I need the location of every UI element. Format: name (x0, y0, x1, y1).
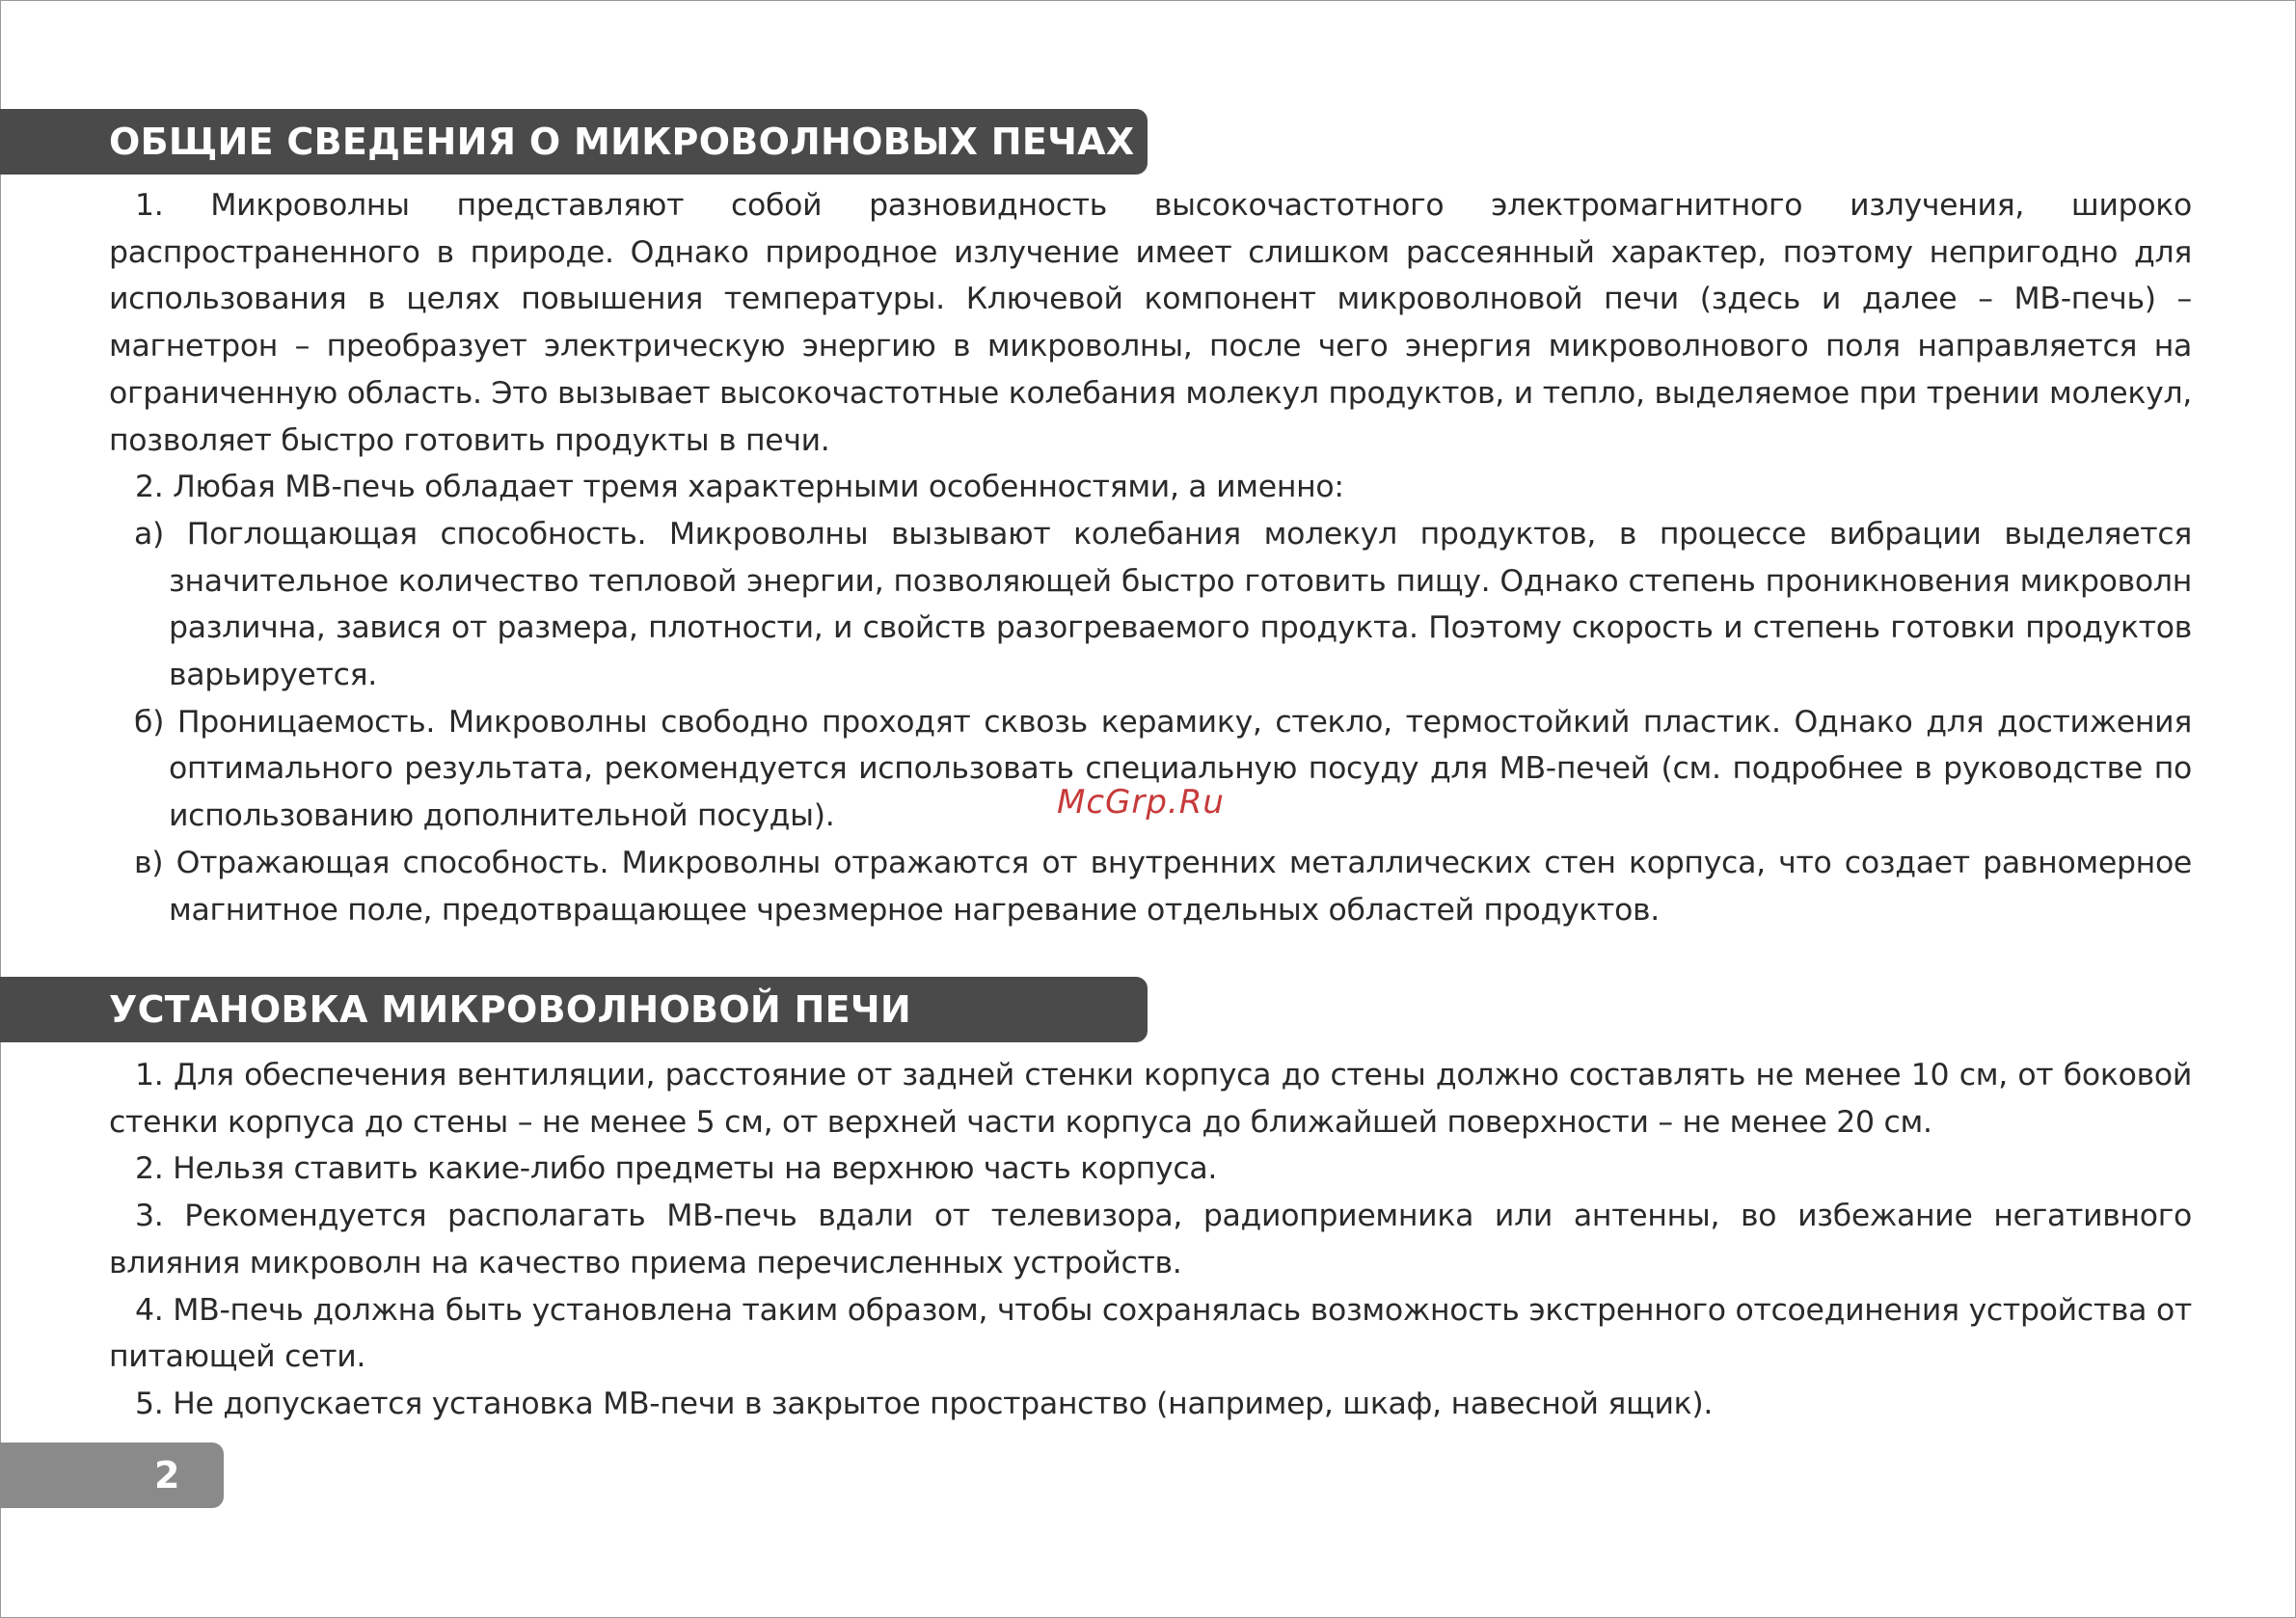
paragraph-1: 1. Для обеспечения вентиляции, расстояние от задней стенки корпуса до стены должно составлять не менее 10 см, от боковой стенки корпуса до стены – не менее 5 см, от верхней части корпуса до ближайшей поверхности – не менее 20 см. (109, 1058, 2192, 1140)
list-item-b: б) Проницаемость. Микроволны свободно проходят сквозь керамику, стекло, термостойкий пластик. Однако для достижения оптимального результата, рекомендуется использовать специальную посуду для МВ-печей (см. подробнее в руководстве по использованию дополнительной посуды). (134, 704, 2192, 834)
section-body-installation (109, 1052, 2192, 1428)
section-title: УСТАНОВКА МИКРОВОЛНОВОЙ ПЕЧИ (109, 988, 912, 1031)
section-header-installation (0, 977, 1148, 1042)
paragraph-5: 5. Не допускается установка МВ-печи в закрытое пространство (например, шкаф, навесной ящик). (135, 1386, 1714, 1421)
paragraph-3: 3. Рекомендуется располагать МВ-печь вдали от телевизора, радиоприемника или антенны, во избежание негативного влияния микроволн на качество приема перечисленных устройств. (109, 1199, 2192, 1281)
paragraph-2: 2. Нельзя ставить какие-либо предметы на верхнюю часть корпуса. (135, 1151, 1218, 1187)
paragraph-4: 4. МВ-печь должна быть установлена таким образом, чтобы сохранялась возможность экстренного отсоединения устройства от питающей сети. (109, 1292, 2192, 1375)
list-item-c: в) Отражающая способность. Микроволны отражаются от внутренних металлических стен корпуса, что создает равномерное магнитное поле, предотвращающее чрезмерное нагревание отдельных областей продуктов. (134, 845, 2192, 928)
section-title: ОБЩИЕ СВЕДЕНИЯ О МИКРОВОЛНОВЫХ ПЕЧАХ (109, 121, 1135, 163)
list-item-a: а) Поглощающая способность. Микроволны вызывают колебания молекул продуктов, в процессе вибрации выделяется значительное количество тепловой энергии, позволяющей быстро готовить пищу. Однако степень проникновения микроволн различна, завися от размера, плотности, и свойств разогреваемого продукта. Поэтому скорость и степень готовки продуктов варьируется. (134, 516, 2192, 693)
paragraph-1: 1. Микроволны представляют собой разновидность высокочастотного электромагнитного излучения, широко распространенного в природе. Однако природное излучение имеет слишком рассеянный характер, поэтому непригодно для использования в целях повышения температуры. Ключевой компонент микроволновой печи (здесь и далее – МВ-печь) – магнетрон – преобразует электрическую энергию в микроволны, после чего энергия микроволнового поля направляется на ограниченную область. Это вызывает высокочастотные колебания молекул продуктов, и тепло, выделяемое при трении молекул, позволяет быстро готовить продукты в печи. (109, 188, 2192, 458)
section-header-general-info (0, 109, 1148, 175)
watermark: McGrp.Ru (1057, 783, 1225, 822)
paragraph-2: 2. Любая МВ-печь обладает тремя характерными особенностями, а именно: (135, 470, 1344, 505)
page-number-tab (0, 1443, 224, 1508)
page-number: 2 (154, 1454, 180, 1497)
